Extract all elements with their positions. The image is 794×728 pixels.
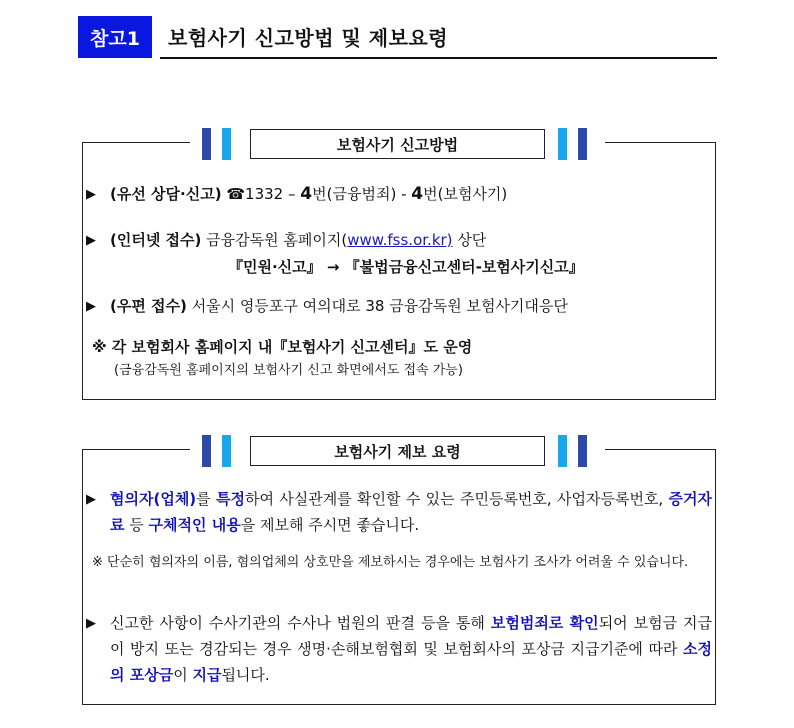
internet-menu-path: 『민원·신고』 → 『불법금융신고센터-보험사기신고』	[228, 258, 584, 276]
header-bar-decoration	[202, 128, 211, 160]
phone-report-item: (유선 상담·신고) ☎1332 – 4번(금융범죄) - 4번(보험사기)	[110, 184, 508, 204]
header-bar-decoration	[578, 435, 587, 467]
bullet-triangle-icon: ▶	[86, 616, 96, 631]
bullet-triangle-icon: ▶	[86, 492, 96, 507]
insurer-center-note: ※ 각 보험회사 홈페이지 내『보험사기 신고센터』도 운영	[92, 338, 473, 356]
phone-number: 1332	[245, 185, 284, 203]
tip-item-reward: 신고한 사항이 수사기관의 수사나 법원의 판결 등을 통해 보험범죄로 확인되어 보험금 지급이 방지 또는 경감되는 경우 생명·손해보험협회 및 보험회사의 포상금 지급기준에 따라 소정의 포상금이 지급됩니다.	[110, 614, 713, 684]
tip-guidelines-header	[190, 432, 605, 472]
bullet-triangle-icon: ▶	[86, 299, 96, 314]
section-title: 보험사기 신고방법	[250, 129, 545, 159]
bullet-triangle-icon: ▶	[86, 233, 96, 248]
fss-website-link[interactable]: www.fss.or.kr)	[347, 231, 453, 249]
report-methods-header	[190, 125, 605, 165]
page-title: 보험사기 신고방법 및 제보요령	[168, 26, 449, 50]
phone-icon: ☎	[226, 185, 246, 203]
insurer-center-subnote: (금융감독원 홈페이지의 보험사기 신고 화면에서도 접속 가능)	[114, 363, 463, 378]
header-bar-decoration	[202, 435, 211, 467]
internet-report-item: (인터넷 접수) 금융감독원 홈페이지(www.fss.or.kr) 상단	[110, 231, 487, 249]
tip-note: ※ 단순히 혐의자의 이름, 혐의업체의 상호만을 제보하시는 경우에는 보험사기 조사가 어려울 수 있습니다.	[92, 555, 689, 570]
reference-badge: 참고1	[78, 16, 152, 58]
mail-report-item: (우편 접수) 서울시 영등포구 여의대로 38 금융감독원 보험사기대응단	[110, 297, 568, 315]
bullet-triangle-icon: ▶	[86, 187, 96, 202]
header-bar-decoration	[558, 435, 567, 467]
section-title: 보험사기 제보 요령	[250, 436, 545, 466]
title-underline	[160, 57, 717, 59]
tip-item-suspect: 혐의자(업체)를 특정하여 사실관계를 확인할 수 있는 주민등록번호, 사업자등록번호, 증거자료 등 구체적인 내용을 제보해 주시면 좋습니다.	[110, 490, 713, 534]
header-bar-decoration	[222, 435, 231, 467]
header-bar-decoration	[578, 128, 587, 160]
header-bar-decoration	[222, 128, 231, 160]
header-bar-decoration	[558, 128, 567, 160]
